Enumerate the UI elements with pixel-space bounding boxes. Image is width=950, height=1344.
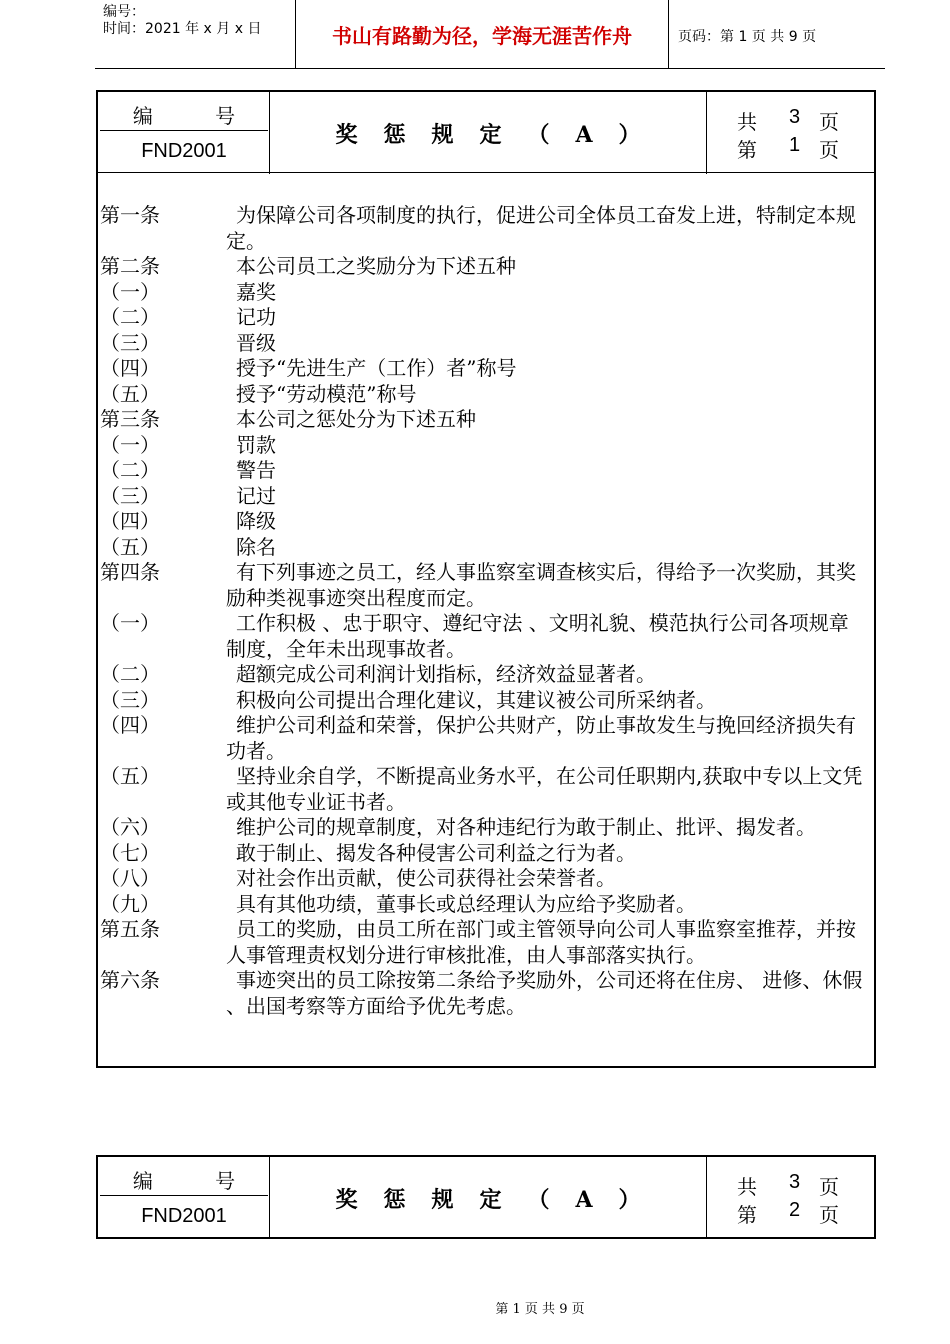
total-value: 3	[789, 106, 801, 128]
clause-label: （四）	[100, 509, 160, 533]
clause-text: 警告	[236, 458, 276, 482]
doc-number-cell	[98, 92, 270, 174]
doc-number-cell	[98, 1157, 270, 1239]
document-page-2	[96, 1155, 876, 1239]
clause-label: 第四条	[100, 560, 160, 584]
total-label: 共	[737, 110, 757, 134]
clause-item	[98, 433, 874, 459]
clause-text: 敢于制止、揭发各种侵害公司利益之行为者。	[236, 840, 636, 865]
clause-text: 工作积极 、忠于职守、遵纪守法 、文明礼貌、模范执行公司各项规章制度，全年未出现事故者。	[226, 611, 849, 661]
clause-item	[98, 382, 874, 408]
total-label: 共	[737, 1175, 757, 1199]
clause-item	[98, 866, 874, 892]
number-label: 编号：	[103, 4, 145, 20]
clause-label: （八）	[100, 866, 160, 890]
clause-text: 员工的奖励，由员工所在部门或主管领导向公司人事监察室推荐，并按人事管理责权划分进行审核批准，由人事部落实执行。	[226, 917, 856, 967]
doc-title: 奖惩规定（A）	[335, 121, 667, 148]
clause-item	[98, 713, 874, 764]
clause-item	[98, 764, 874, 815]
clause-label: （五）	[100, 764, 160, 788]
clause-text: 记功	[236, 305, 276, 329]
clause-label: （三）	[100, 330, 160, 355]
clause-item	[98, 254, 874, 280]
document-header	[98, 1157, 874, 1239]
clause-text: 维护公司的规章制度，对各种违纪行为敢于制止、批评、揭发者。	[236, 815, 816, 839]
clause-text: 授予“先进生产（工作）者”称号	[236, 356, 517, 380]
top-header	[95, 0, 885, 69]
clause-text: 嘉奖	[236, 279, 276, 304]
time-label: 时间：2021 年 x 月 x 日	[103, 21, 262, 37]
clause-label: 第三条	[100, 407, 160, 431]
divider	[668, 0, 669, 68]
clause-item	[98, 484, 874, 510]
clause-label: （五）	[100, 381, 160, 406]
doc-number-label: 编 号	[132, 104, 264, 128]
clause-item	[98, 280, 874, 306]
clause-text: 授予“劳动模范”称号	[236, 381, 417, 406]
clause-label: （九）	[100, 891, 160, 916]
clause-item	[98, 968, 874, 1019]
unit-label: 页	[819, 1175, 839, 1199]
page-label: 第	[737, 1203, 757, 1227]
clause-text: 超额完成公司利润计划指标，经济效益显著者。	[236, 662, 656, 686]
document-header	[98, 92, 874, 174]
page-footer: 第 1 页 共 9 页	[495, 1302, 585, 1317]
clause-label: （五）	[100, 534, 160, 559]
clause-label: 第六条	[100, 968, 160, 992]
clause-label: 第二条	[100, 254, 160, 278]
page-info: 页码：第 1 页 共 9 页	[678, 29, 817, 45]
clause-item	[98, 611, 874, 662]
clause-item	[98, 305, 874, 331]
divider	[100, 130, 268, 131]
clause-label: （一）	[100, 611, 160, 635]
unit-label: 页	[819, 1203, 839, 1227]
clause-label: （六）	[100, 815, 160, 839]
document-page-1	[96, 90, 876, 1068]
clause-item	[98, 331, 874, 357]
total-value: 3	[789, 1171, 801, 1193]
header-meta	[103, 4, 261, 38]
clause-text: 降级	[236, 509, 276, 533]
clause-label: （七）	[100, 840, 160, 865]
clause-item	[98, 458, 874, 484]
clause-label: （二）	[100, 458, 160, 482]
clause-item	[98, 407, 874, 433]
doc-title: 奖惩规定（A）	[335, 1186, 667, 1213]
clause-label: （四）	[100, 356, 160, 380]
clause-text: 记过	[236, 483, 276, 508]
clause-label: 第五条	[100, 917, 160, 941]
clause-text: 本公司之惩处分为下述五种	[236, 407, 476, 431]
clause-text: 具有其他功绩，董事长或总经理认为应给予奖励者。	[236, 891, 696, 916]
clause-label: 第一条	[100, 203, 160, 227]
clause-item	[98, 560, 874, 611]
current-page-value: 1	[789, 134, 801, 156]
clause-text: 除名	[236, 534, 276, 559]
clause-item	[98, 688, 874, 714]
motto: 书山有路勤为径，学海无涯苦作舟	[332, 23, 632, 48]
clause-item	[98, 917, 874, 968]
doc-number-value: FND2001	[141, 1205, 227, 1227]
clause-text: 晋级	[236, 330, 276, 355]
divider	[100, 1195, 268, 1196]
page-count-cell	[706, 1157, 874, 1239]
unit-label: 页	[819, 110, 839, 134]
clause-text: 有下列事迹之员工，经人事监察室调查核实后，得给予一次奖励，其奖励种类视事迹突出程度而定。	[226, 560, 856, 610]
clause-item	[98, 203, 874, 254]
clause-label: （三）	[100, 687, 160, 712]
doc-number-value: FND2001	[141, 140, 227, 162]
clause-label: （二）	[100, 662, 160, 686]
doc-number-label: 编 号	[132, 1169, 264, 1193]
clause-label: （一）	[100, 279, 160, 304]
clause-item	[98, 815, 874, 841]
clause-label: （三）	[100, 483, 160, 508]
clause-text: 积极向公司提出合理化建议，其建议被公司所采纳者。	[236, 687, 716, 712]
clause-list	[98, 172, 874, 1039]
clause-label: （二）	[100, 305, 160, 329]
clause-text: 为保障公司各项制度的执行，促进公司全体员工奋发上进，特制定本规定。	[226, 203, 856, 253]
clause-item	[98, 841, 874, 867]
clause-item	[98, 509, 874, 535]
clause-text: 对社会作出贡献，使公司获得社会荣誉者。	[236, 866, 616, 890]
clause-text: 维护公司利益和荣誉，保护公共财产，防止事故发生与挽回经济损失有功者。	[226, 713, 856, 763]
unit-label: 页	[819, 138, 839, 162]
current-page-value: 2	[789, 1199, 801, 1221]
clause-text: 罚款	[236, 432, 276, 457]
clause-item	[98, 356, 874, 382]
clause-text: 本公司员工之奖励分为下述五种	[236, 254, 516, 278]
clause-text: 坚持业余自学，不断提高业务水平，在公司任职期内,获取中专以上文凭或其他专业证书者。	[226, 764, 863, 814]
page-label: 第	[737, 138, 757, 162]
clause-item	[98, 535, 874, 561]
clause-label: （一）	[100, 432, 160, 457]
clause-label: （四）	[100, 713, 160, 737]
clause-item	[98, 662, 874, 688]
page-count-cell	[706, 92, 874, 174]
clause-item	[98, 892, 874, 918]
clause-text: 事迹突出的员工除按第二条给予奖励外，公司还将在住房、 进修、休假 、出国考察等方面给予优先考虑。	[226, 968, 863, 1018]
